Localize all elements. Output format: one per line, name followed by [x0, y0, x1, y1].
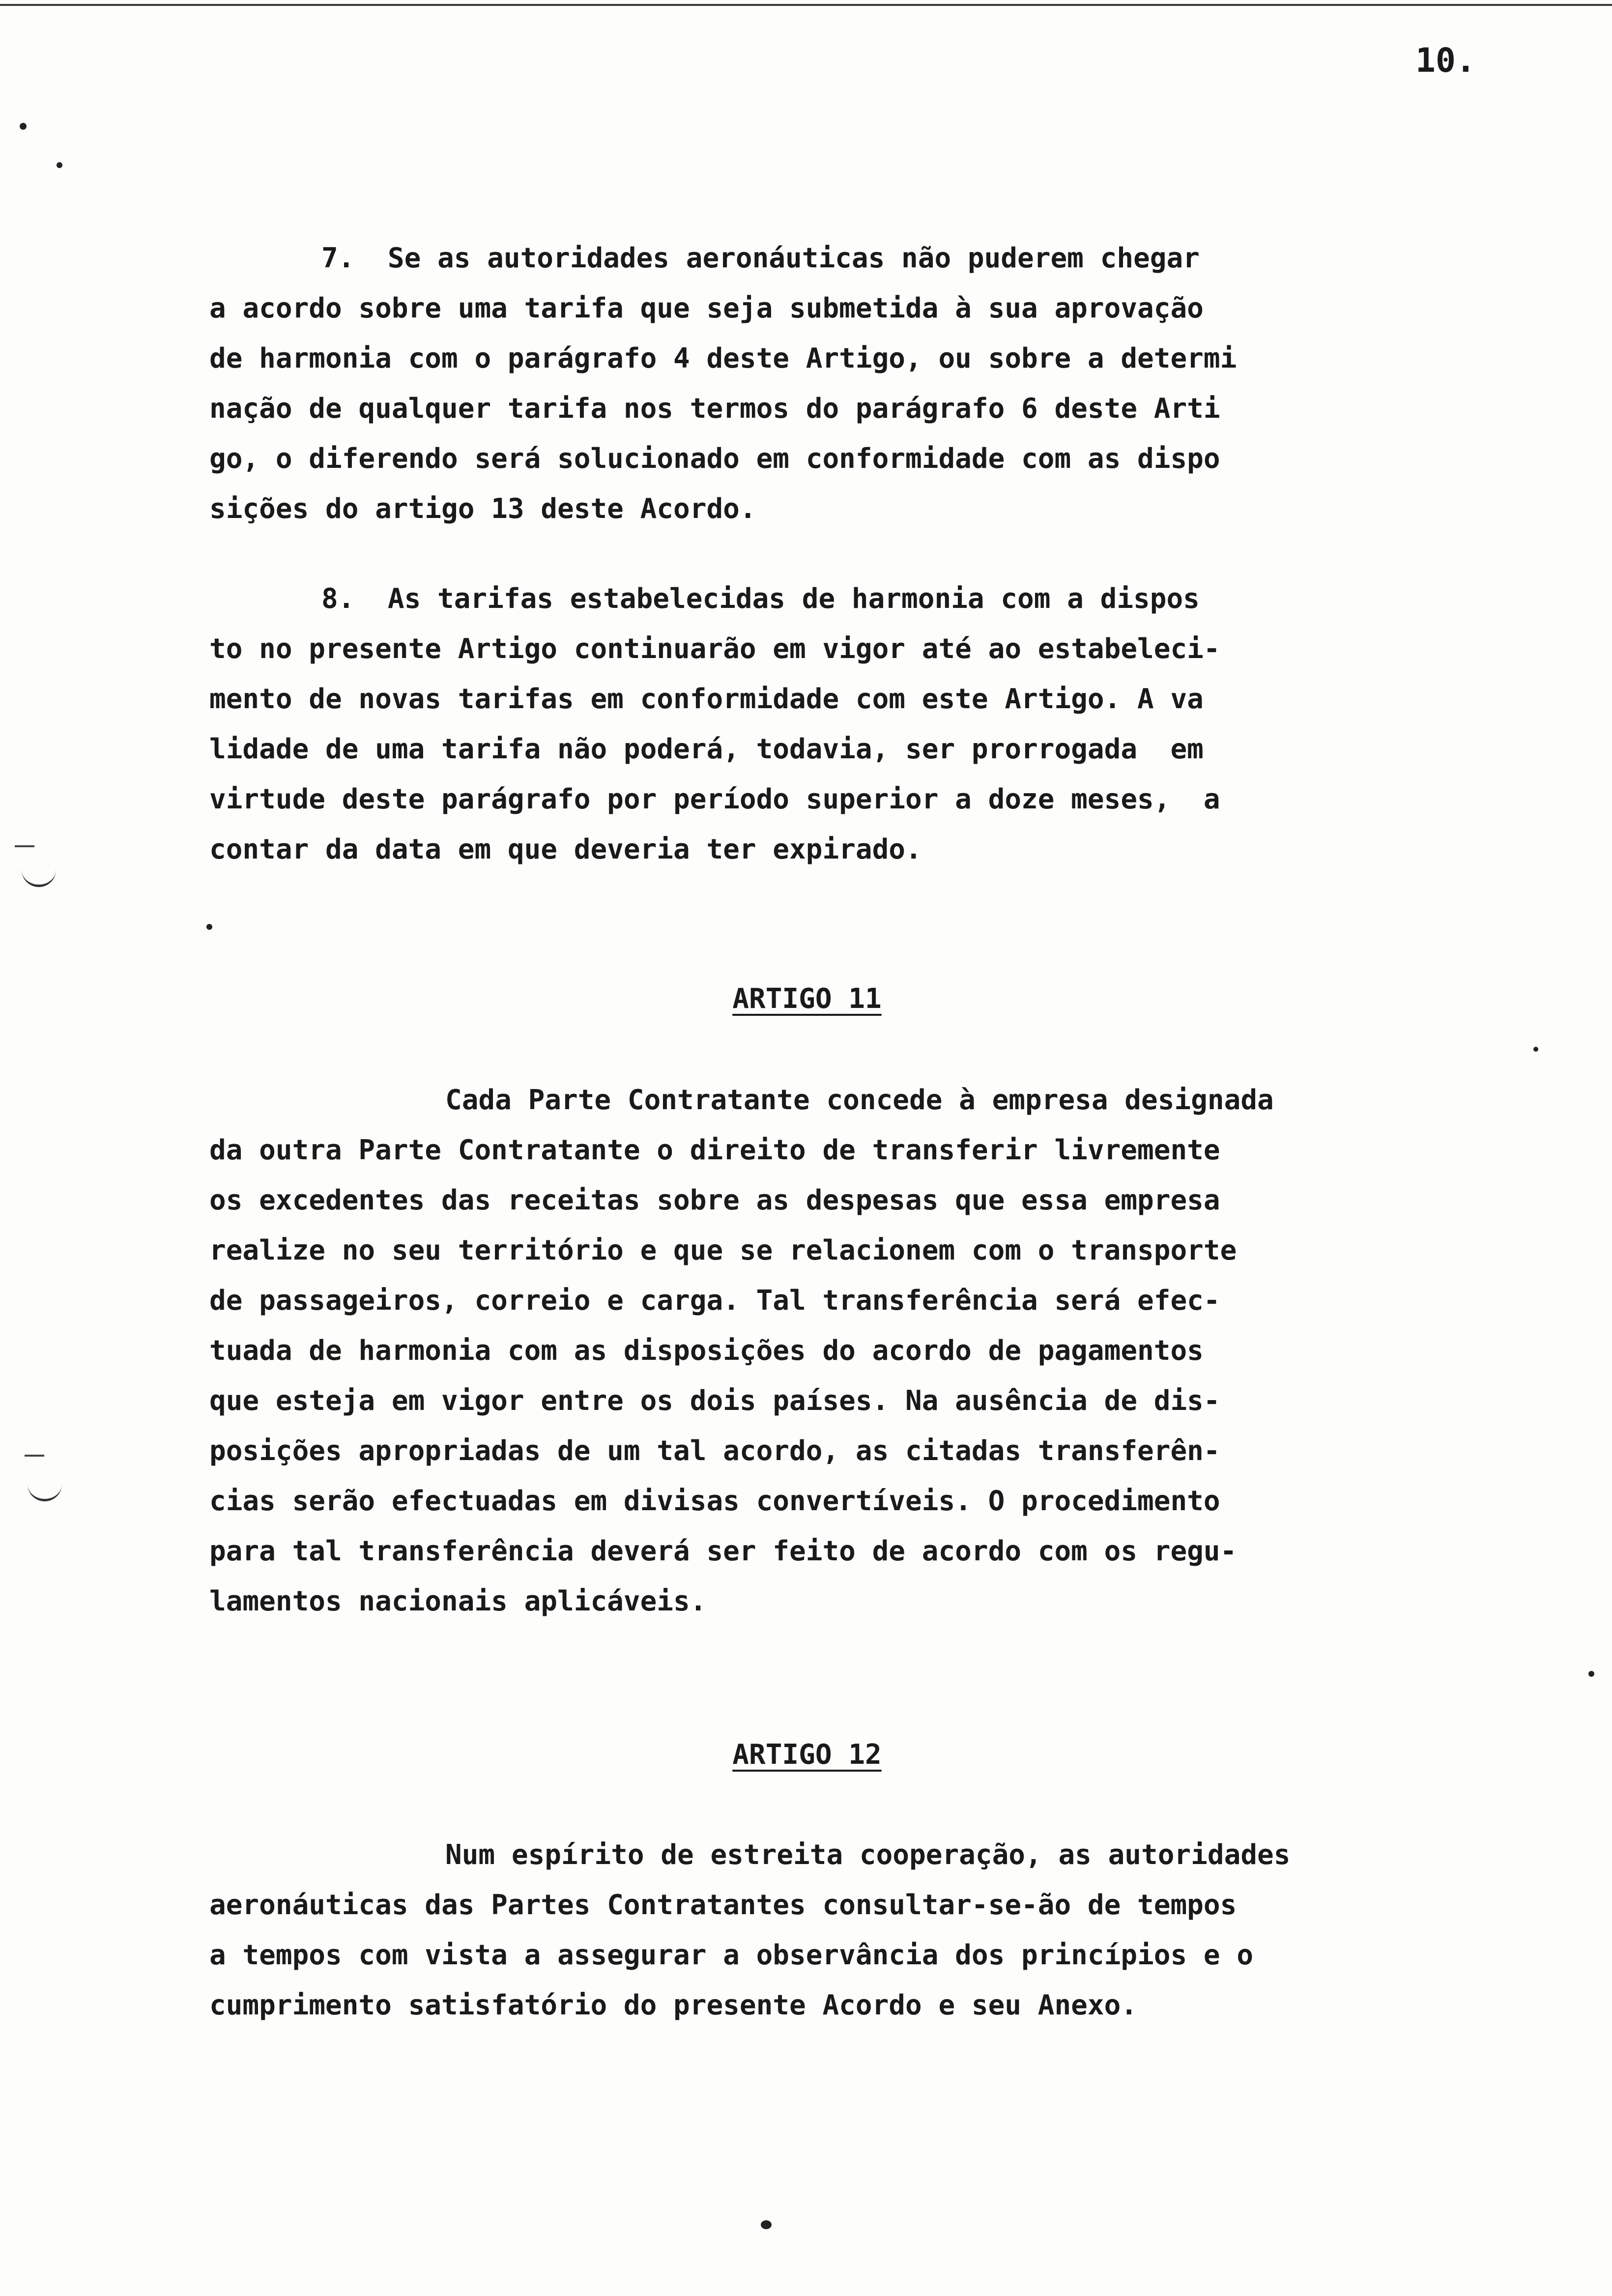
text-line: virtude deste parágrafo por período superior a doze meses, a: [209, 783, 1220, 815]
text-line: de harmonia com o parágrafo 4 deste Artigo, ou sobre a determi: [209, 343, 1237, 374]
article-11-body: [209, 1075, 1468, 1627]
binding-hole-mark: [28, 1469, 62, 1501]
text-line: 8. As tarifas estabelecidas de harmonia com a dispos: [321, 583, 1200, 615]
article-12-body: [209, 1830, 1468, 2031]
text-line: nação de qualquer tarifa nos termos do parágrafo 6 deste Arti: [209, 393, 1220, 425]
text-line: a tempos com vista a assegurar a observância dos princípios e o: [209, 1939, 1254, 1971]
text-line: go, o diferendo será solucionado em conformidade com as dispo: [209, 443, 1220, 475]
text-line: cumprimento satisfatório do presente Acordo e seu Anexo.: [209, 1989, 1138, 2021]
scan-speck: [761, 2220, 772, 2229]
text-line: posições apropriadas de um tal acordo, as citadas transferên-: [209, 1435, 1220, 1467]
text-line: sições do artigo 13 deste Acordo.: [209, 493, 756, 525]
text-line: mento de novas tarifas em conformidade com este Artigo. A va: [209, 683, 1204, 715]
binding-hole-mark: [22, 855, 56, 887]
text-line: cias serão efectuadas em divisas convertíveis. O procedimento: [209, 1485, 1220, 1517]
article-12-heading: ARTIGO 12: [732, 1739, 882, 1771]
text-line: lidade de uma tarifa não poderá, todavia, ser prorrogada em: [209, 733, 1204, 765]
margin-dash: [25, 1455, 44, 1457]
text-line: 7. Se as autoridades aeronáuticas não puderem chegar: [321, 242, 1200, 274]
text-line: que esteja em vigor entre os dois países. Na ausência de dis-: [209, 1385, 1220, 1417]
scan-speck: [1533, 1047, 1538, 1052]
text-line: tuada de harmonia com as disposições do acordo de pagamentos: [209, 1335, 1204, 1367]
top-rule: [0, 4, 1612, 6]
text-line: de passageiros, correio e carga. Tal transferência será efec-: [209, 1285, 1220, 1317]
scan-speck: [20, 123, 27, 130]
paragraph-8: [209, 574, 1468, 875]
scan-speck: [206, 924, 212, 930]
scan-speck: [57, 162, 62, 168]
text-line: a acordo sobre uma tarifa que seja submetida à sua aprovação: [209, 292, 1204, 324]
text-line: contar da data em que deveria ter expirado.: [209, 833, 922, 865]
paragraph-7: [209, 233, 1468, 534]
text-line: realize no seu território e que se relacionem com o transporte: [209, 1234, 1237, 1266]
text-line: aeronáuticas das Partes Contratantes consultar-se-ão de tempos: [209, 1889, 1237, 1921]
text-line: Cada Parte Contratante concede à empresa designada: [445, 1084, 1274, 1116]
text-line: da outra Parte Contratante o direito de transferir livremente: [209, 1134, 1220, 1166]
text-line: Num espírito de estreita cooperação, as autoridades: [445, 1839, 1291, 1871]
margin-dash: [15, 845, 34, 847]
page-number: 10.: [1415, 41, 1476, 80]
text-line: lamentos nacionais aplicáveis.: [209, 1585, 707, 1617]
scan-speck: [1588, 1671, 1594, 1677]
article-11-heading: ARTIGO 11: [732, 983, 882, 1015]
text-line: os excedentes das receitas sobre as despesas que essa empresa: [209, 1184, 1220, 1216]
text-line: para tal transferência deverá ser feito de acordo com os regu-: [209, 1535, 1237, 1567]
text-line: to no presente Artigo continuarão em vigor até ao estabeleci-: [209, 633, 1220, 665]
